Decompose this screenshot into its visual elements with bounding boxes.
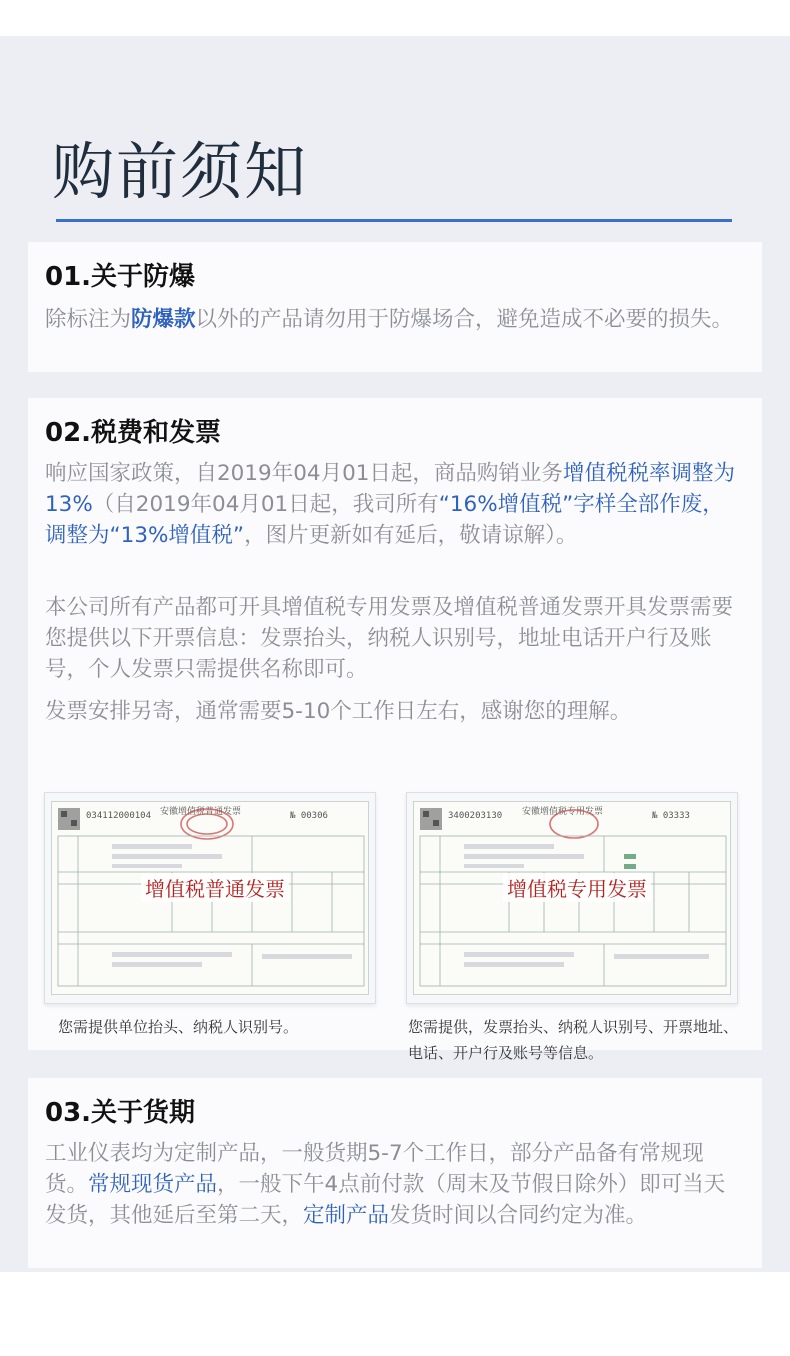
highlight-explosion-proof: 防爆款 [131, 307, 196, 332]
invoice-image-special [406, 792, 738, 1004]
section-text-shipping: 发票安排另寄，通常需要5-10个工作日左右，感谢您的理解。 [45, 699, 632, 724]
invoice-header-text: 安徽增值税普通发票 [160, 807, 242, 817]
invoice-type-label: 增值税普通发票 [141, 873, 289, 902]
section-delivery [28, 1078, 762, 1268]
section-heading: 02.税费和发票 [45, 418, 222, 448]
invoice-code: 034112000104 [86, 811, 152, 821]
title-divider [56, 219, 732, 222]
section-heading: 03.关于货期 [45, 1098, 196, 1128]
invoice-number: № 00306 [290, 811, 328, 821]
invoice-caption: 您需提供单位抬头、纳税人识别号。 [58, 1018, 299, 1036]
invoice-caption: 您需提供，发票抬头、纳税人识别号、开票地址、电话、开户行及账号等信息。 [408, 1018, 739, 1062]
invoice-image-ordinary [44, 792, 376, 1004]
invoice-type-label: 增值税专用发票 [503, 873, 651, 902]
section-text: 除标注为防爆款以外的产品请勿用于防爆场合，避免造成不必要的损失。 [45, 307, 734, 332]
section-explosion-proof [28, 242, 762, 372]
invoice-number: № 03333 [652, 811, 690, 821]
highlight-custom: 定制产品 [303, 1203, 390, 1228]
section-heading: 01.关于防爆 [45, 262, 196, 292]
qr-code-icon [420, 808, 442, 830]
highlight-in-stock: 常规现货产品 [88, 1172, 218, 1197]
highlight-tax-rate: 增值税税率调整为13% [45, 461, 735, 517]
highlight-tax-change: “16%增值税”字样全部作废，调整为“13%增值税” [45, 492, 724, 548]
section-text-policy: 响应国家政策，自2019年04月01日起，商品购销业务增值税税率调整为13%（自2019年04月01日起，我司所有“16%增值税”字样全部作废，调整为“13%增值税”，图片更新如有延后，敬请谅解）。 [45, 461, 735, 548]
section-tax-invoice [28, 398, 762, 1062]
qr-code-icon [58, 808, 80, 830]
invoice-header-text: 安徽增值税专用发票 [522, 807, 604, 817]
section-text-invoice-info: 本公司所有产品都可开具增值税专用发票及增值税普通发票开具发票需要您提供以下开票信息：发票抬头，纳税人识别号，地址电话开户行及账号，个人发票只需提供名称即可。 [45, 595, 734, 682]
section-text: 工业仪表均为定制产品，一般货期5-7个工作日，部分产品备有常规现货。常规现货产品，一般下午4点前付款（周末及节假日除外）即可当天发货，其他延后至第二天，定制产品发货时间以合同约定为准。 [45, 1141, 726, 1228]
page-title: 购前须知 [52, 135, 309, 208]
invoice-code: 3400203130 [448, 811, 503, 821]
content-panel [0, 36, 790, 1272]
